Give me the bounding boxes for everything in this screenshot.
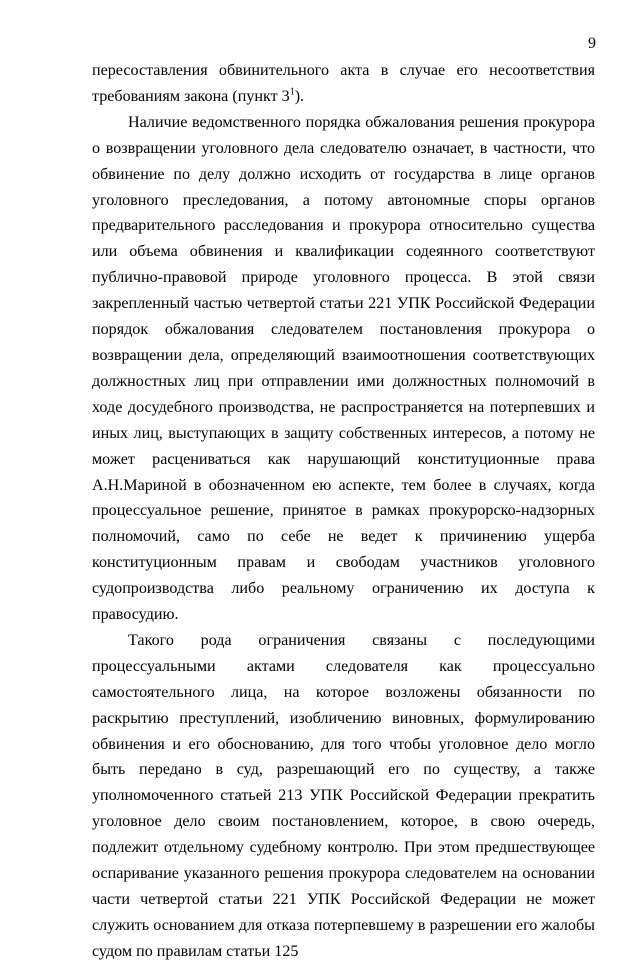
paragraph-investigator-acts: Такого рода ограничения связаны с последующими процессуальными актами следователя как процессуально самостоятельного лица, на которое возложены обязанности по раскрытию преступлений, изобличению виновных, формулированию обвинения и его обоснованию, для того чтобы уголовное дело могло быть передано в суд, разрешающий его по существу, а также уполномоченного статьей 213 УПК Российской Федерации прекратить уголовное дело своим постановлением, которое, в свою очередь, подлежит отдельному судебному контролю. При этом предшествующее оспаривание указанного решения прокурора следователем на основании части четвертой статьи 221 УПК Российской Федерации не может служить основанием для отказа потерпевшему в разрешении его жалобы судом по правилам статьи 125 xyxy=(92,631,595,960)
paragraph-continuation xyxy=(92,58,595,110)
paragraph-appeal-procedure: Наличие ведомственного порядка обжалования решения прокурора о возвращении уголовного дела следователю означает, в частности, что обвинение по делу должно исходить от государства в лице органов уголовного преследования, а потому автономные споры органов предварительного расследования и прокурора относительно существа или объема обвинения и квалификации содеянного соответствуют публично-правовой природе уголовного процесса. В этой связи закрепленный частью четвертой статьи 221 УПК Российской Федерации порядок обжалования следователем постановления прокурора о возвращении дела, определяющий взаимоотношения соответствующих должностных лиц при отправлении ими должностных полномочий в ходе досудебного производства, не распространяется на потерпевших и иных лиц, выступающих в защиту собственных интересов, а потому не может расцениваться как нарушающий конституционные права А.Н.Мариной в обозначенном ею аспекте, тем более в случаях, когда процессуальное решение, принятое в рамках прокурорско-надзорных полномочий, само по себе не ведет к причинению ущерба конституционным правам и свободам участников уголовного судопроизводства либо реальному ограничению их доступа к правосудию. xyxy=(92,113,595,624)
paragraph-text-end: ). xyxy=(294,87,305,105)
superscript-index: 1 xyxy=(289,86,295,98)
paragraph-text: пересоставления обвинительного акта в случае его несоответствия требованиям закона (пункт 3 xyxy=(92,62,595,105)
page-number: 9 xyxy=(588,35,596,52)
document-body xyxy=(92,58,595,965)
